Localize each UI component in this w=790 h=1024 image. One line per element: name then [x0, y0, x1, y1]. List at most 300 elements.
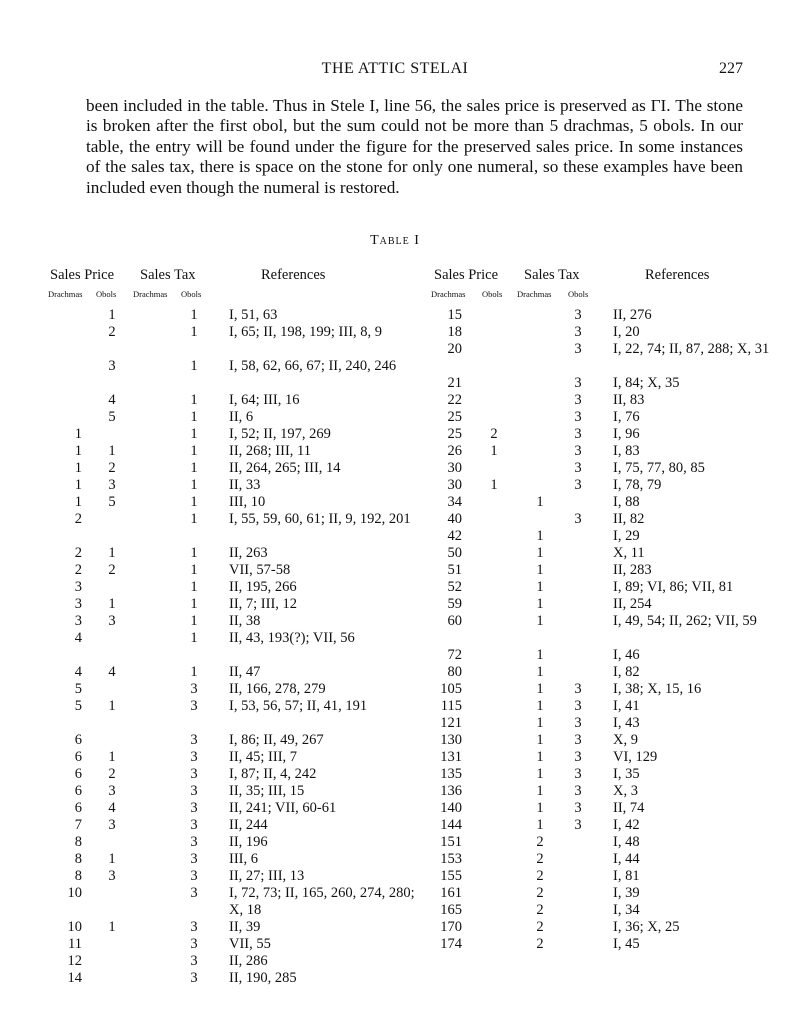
price-drachmas-cell: 51 — [447, 562, 462, 578]
tax-obols-cell: 1 — [190, 596, 198, 612]
price-obols-cell: 5 — [108, 409, 116, 425]
price-drachmas-cell: 153 — [440, 851, 462, 867]
references-cell: X, 9 — [613, 732, 638, 748]
tax-obols-cell: 1 — [190, 613, 198, 629]
price-drachmas-cell: 6 — [74, 783, 82, 799]
price-drachmas-cell: 121 — [440, 715, 462, 731]
tax-obols-cell: 1 — [190, 477, 198, 493]
table-row — [420, 392, 790, 409]
price-obols-cell: 3 — [108, 477, 116, 493]
references-cell: VI, 129 — [613, 749, 658, 765]
references-cell: II, 195, 266 — [229, 579, 297, 595]
tax-obols-cell: 3 — [190, 749, 198, 765]
references-cell: I, 58, 62, 66, 67; II, 240, 246 — [229, 358, 397, 374]
tax-drachmas-cell: 2 — [536, 902, 544, 918]
price-obols-cell: 1 — [108, 307, 116, 323]
table-row — [420, 834, 790, 851]
table-row — [40, 630, 416, 664]
tax-obols-cell: 3 — [574, 409, 582, 425]
price-drachmas-cell: 170 — [440, 919, 462, 935]
price-drachmas-cell: 7 — [74, 817, 82, 833]
price-obols-cell: 2 — [108, 562, 116, 578]
tax-drachmas-cell: 1 — [536, 749, 544, 765]
tax-obols-cell: 1 — [190, 426, 198, 442]
price-drachmas-cell: 3 — [74, 613, 82, 629]
table-row — [420, 477, 790, 494]
col-header-references: References — [261, 267, 326, 283]
tax-obols-cell: 3 — [574, 460, 582, 476]
references-cell: X, 3 — [613, 783, 638, 799]
col-header-sales-price: Sales Price — [50, 267, 115, 283]
references-cell: I, 35 — [613, 766, 640, 782]
tax-drachmas-cell: 2 — [536, 851, 544, 867]
price-drachmas-cell: 20 — [447, 341, 462, 357]
references-cell: I, 96 — [613, 426, 640, 442]
table-row — [40, 732, 416, 749]
body-paragraph: been included in the table. Thus in Stele I, line 56, the sales price is preserved as ΓΙ. The stone is broken after the first obol, but the sum could not be more than 5 drachmas, 5 obols. In our table, the entry will be found under the figure for the preserved sales price. In some instances of the sales tax, there is space on the stone for only one numeral, so these examples have been included even though the numeral is restored. — [86, 96, 743, 197]
table-row — [40, 562, 416, 579]
table-row — [420, 375, 790, 392]
tax-obols-cell: 3 — [190, 970, 198, 986]
tax-drachmas-cell: 1 — [536, 783, 544, 799]
table-row — [420, 579, 790, 596]
table-row — [420, 409, 790, 426]
references-cell: I, 52; II, 197, 269 — [229, 426, 331, 442]
table-row — [40, 681, 416, 698]
table-row — [420, 681, 790, 698]
price-drachmas-cell: 26 — [447, 443, 462, 459]
running-title: THE ATTIC STELAI — [321, 60, 469, 77]
table-row — [420, 783, 790, 800]
references-cell: I, 29 — [613, 528, 640, 544]
price-drachmas-cell: 161 — [440, 885, 462, 901]
tax-drachmas-cell: 1 — [536, 579, 544, 595]
table-row — [40, 851, 416, 868]
table-row — [40, 868, 416, 885]
price-drachmas-cell: 6 — [74, 732, 82, 748]
tax-drachmas-cell: 1 — [536, 698, 544, 714]
table-row — [40, 783, 416, 800]
table-row — [40, 579, 416, 596]
tax-obols-cell: 1 — [190, 511, 198, 527]
price-drachmas-cell: 2 — [74, 511, 82, 527]
tax-obols-cell: 1 — [190, 630, 198, 646]
price-drachmas-cell: 52 — [447, 579, 462, 595]
price-obols-cell: 2 — [108, 324, 116, 340]
subheader-tax-obols: Obols — [181, 289, 202, 299]
price-drachmas-cell: 4 — [74, 664, 82, 680]
table-row — [40, 596, 416, 613]
price-drachmas-cell: 1 — [74, 426, 82, 442]
tax-drachmas-cell: 1 — [536, 664, 544, 680]
running-header — [0, 60, 790, 82]
col-header-sales-price: Sales Price — [434, 267, 499, 283]
price-drachmas-cell: 165 — [440, 902, 462, 918]
tax-obols-cell: 1 — [190, 494, 198, 510]
table-row — [40, 545, 416, 562]
tax-drachmas-cell: 2 — [536, 919, 544, 935]
tax-obols-cell: 1 — [190, 409, 198, 425]
table-row — [40, 936, 416, 953]
price-drachmas-cell: 144 — [440, 817, 462, 833]
table-row — [420, 698, 790, 715]
price-drachmas-cell: 34 — [447, 494, 462, 510]
price-drachmas-cell: 4 — [74, 630, 82, 646]
price-drachmas-cell: 3 — [74, 596, 82, 612]
price-drachmas-cell: 115 — [440, 698, 462, 714]
references-cell: I, 89; VI, 86; VII, 81 — [613, 579, 734, 595]
tax-drachmas-cell: 2 — [536, 834, 544, 850]
tax-obols-cell: 3 — [574, 307, 582, 323]
price-drachmas-cell: 72 — [447, 647, 462, 663]
references-cell: I, 83 — [613, 443, 640, 459]
references-cell: I, 49, 54; II, 262; VII, 59 — [613, 613, 757, 629]
references-cell: I, 39 — [613, 885, 640, 901]
references-cell: I, 81 — [613, 868, 640, 884]
tax-obols-cell: 3 — [190, 698, 198, 714]
references-cell: I, 38; X, 15, 16 — [613, 681, 702, 697]
price-drachmas-cell: 5 — [74, 698, 82, 714]
tax-obols-cell: 3 — [574, 681, 582, 697]
tax-drachmas-cell: 2 — [536, 936, 544, 952]
price-obols-cell: 1 — [108, 443, 116, 459]
references-cell: II, 33 — [229, 477, 261, 493]
price-drachmas-cell: 6 — [74, 800, 82, 816]
table-row — [40, 766, 416, 783]
col-header-sales-tax: Sales Tax — [140, 267, 196, 283]
price-obols-cell: 4 — [108, 664, 116, 680]
references-cell: III, 10 — [229, 494, 266, 510]
table-caption: Table I — [370, 233, 420, 248]
references-cell: II, 276 — [613, 307, 652, 323]
references-cell: VII, 57-58 — [229, 562, 291, 578]
table-header — [40, 267, 416, 307]
table-row — [40, 953, 416, 970]
tax-obols-cell: 3 — [574, 341, 582, 357]
references-cell: II, 83 — [613, 392, 645, 408]
references-cell: I, 55, 59, 60, 61; II, 9, 192, 201 — [229, 511, 411, 527]
price-drachmas-cell: 25 — [447, 409, 462, 425]
table-row — [40, 970, 416, 987]
table-row — [40, 358, 416, 392]
price-drachmas-cell: 135 — [440, 766, 462, 782]
price-drachmas-cell: 136 — [440, 783, 462, 799]
tax-obols-cell: 3 — [190, 766, 198, 782]
price-drachmas-cell: 21 — [447, 375, 462, 391]
price-drachmas-cell: 2 — [74, 562, 82, 578]
table-row — [40, 698, 416, 732]
table-row — [420, 341, 790, 375]
references-cell: II, 190, 285 — [229, 970, 297, 986]
tax-drachmas-cell: 1 — [536, 494, 544, 510]
table-row — [420, 936, 790, 953]
references-cell: I, 43 — [613, 715, 640, 731]
tax-drachmas-cell: 1 — [536, 596, 544, 612]
tax-drachmas-cell: 2 — [536, 868, 544, 884]
table-row — [420, 902, 790, 919]
table-row — [420, 732, 790, 749]
references-cell: I, 46 — [613, 647, 640, 663]
table-row — [420, 545, 790, 562]
price-drachmas-cell: 8 — [74, 851, 82, 867]
price-drachmas-cell: 1 — [74, 494, 82, 510]
tax-drachmas-cell: 1 — [536, 613, 544, 629]
tax-obols-cell: 1 — [190, 443, 198, 459]
tax-drachmas-cell: 1 — [536, 732, 544, 748]
price-drachmas-cell: 105 — [440, 681, 462, 697]
tax-obols-cell: 3 — [190, 732, 198, 748]
price-obols-cell: 3 — [108, 868, 116, 884]
tax-obols-cell: 3 — [574, 698, 582, 714]
table-row — [420, 715, 790, 732]
tax-obols-cell: 3 — [574, 715, 582, 731]
references-cell: I, 86; II, 49, 267 — [229, 732, 324, 748]
col-header-references: References — [645, 267, 710, 283]
table-row — [40, 477, 416, 494]
tax-obols-cell: 1 — [190, 392, 198, 408]
table-row — [40, 307, 416, 324]
tax-obols-cell: 3 — [190, 817, 198, 833]
table-row — [40, 443, 416, 460]
tax-obols-cell: 3 — [190, 783, 198, 799]
table-row — [40, 613, 416, 630]
tax-obols-cell: 3 — [190, 953, 198, 969]
subheader-tax-obols: Obols — [568, 289, 589, 299]
references-cell: II, 166, 278, 279 — [229, 681, 326, 697]
col-header-sales-tax: Sales Tax — [524, 267, 580, 283]
table-row — [420, 596, 790, 613]
table-row — [40, 800, 416, 817]
tax-obols-cell: 3 — [190, 800, 198, 816]
table-row — [40, 409, 416, 426]
table-row — [420, 766, 790, 783]
table-row — [420, 528, 790, 545]
table-row — [420, 324, 790, 341]
references-cell: VII, 55 — [229, 936, 271, 952]
tax-drachmas-cell: 1 — [536, 800, 544, 816]
table-row — [40, 885, 416, 919]
table-row — [40, 426, 416, 443]
table-row — [40, 392, 416, 409]
table-row — [420, 817, 790, 834]
references-cell: I, 41 — [613, 698, 640, 714]
table-row — [40, 664, 416, 681]
table-row — [40, 494, 416, 511]
references-cell: X, 11 — [613, 545, 645, 561]
tax-obols-cell: 3 — [190, 851, 198, 867]
tax-obols-cell: 3 — [574, 443, 582, 459]
price-drachmas-cell: 25 — [447, 426, 462, 442]
table-row — [420, 800, 790, 817]
table-row — [420, 613, 790, 647]
references-cell: I, 48 — [613, 834, 640, 850]
price-obols-cell: 1 — [490, 477, 498, 493]
references-cell: I, 20 — [613, 324, 640, 340]
references-cell: II, 38 — [229, 613, 261, 629]
price-drachmas-cell: 3 — [74, 579, 82, 595]
references-cell: II, 283 — [613, 562, 652, 578]
tax-obols-cell: 3 — [574, 783, 582, 799]
price-obols-cell: 4 — [108, 392, 116, 408]
tax-obols-cell: 3 — [574, 800, 582, 816]
table-row — [420, 647, 790, 664]
price-drachmas-cell: 22 — [447, 392, 462, 408]
page-number: 227 — [719, 60, 743, 77]
price-drachmas-cell: 140 — [440, 800, 462, 816]
table-header — [420, 267, 790, 307]
price-obols-cell: 3 — [108, 358, 116, 374]
table-rows — [40, 307, 416, 987]
table-rows — [420, 307, 790, 953]
subheader-tax-drachmas: Drachmas — [517, 289, 552, 299]
price-drachmas-cell: 14 — [67, 970, 82, 986]
price-obols-cell: 1 — [108, 749, 116, 765]
references-cell: II, 196 — [229, 834, 268, 850]
price-obols-cell: 1 — [108, 698, 116, 714]
references-cell: I, 72, 73; II, 165, 260, 274, 280; X, 18 — [229, 885, 415, 918]
price-drachmas-cell: 80 — [447, 664, 462, 680]
price-drachmas-cell: 6 — [74, 749, 82, 765]
references-cell: III, 6 — [229, 851, 258, 867]
references-cell: I, 45 — [613, 936, 640, 952]
price-drachmas-cell: 18 — [447, 324, 462, 340]
price-obols-cell: 2 — [108, 766, 116, 782]
tax-obols-cell: 3 — [574, 511, 582, 527]
price-obols-cell: 3 — [108, 613, 116, 629]
price-drachmas-cell: 174 — [440, 936, 462, 952]
price-drachmas-cell: 5 — [74, 681, 82, 697]
references-cell: I, 84; X, 35 — [613, 375, 680, 391]
references-cell: I, 53, 56, 57; II, 41, 191 — [229, 698, 368, 714]
references-cell: II, 35; III, 15 — [229, 783, 305, 799]
references-cell: II, 244 — [229, 817, 268, 833]
references-cell: II, 45; III, 7 — [229, 749, 298, 765]
tax-obols-cell: 3 — [574, 375, 582, 391]
price-drachmas-cell: 1 — [74, 460, 82, 476]
price-obols-cell: 1 — [108, 919, 116, 935]
table-row — [40, 324, 416, 358]
references-cell: I, 75, 77, 80, 85 — [613, 460, 705, 476]
price-drachmas-cell: 130 — [440, 732, 462, 748]
subheader-price-drachmas: Drachmas — [431, 289, 466, 299]
price-obols-cell: 4 — [108, 800, 116, 816]
price-drachmas-cell: 15 — [447, 307, 462, 323]
references-cell: I, 87; II, 4, 242 — [229, 766, 317, 782]
price-drachmas-cell: 151 — [440, 834, 462, 850]
price-drachmas-cell: 131 — [440, 749, 462, 765]
tax-drachmas-cell: 1 — [536, 528, 544, 544]
price-drachmas-cell: 60 — [447, 613, 462, 629]
table-row — [420, 426, 790, 443]
table-row — [40, 511, 416, 545]
price-drachmas-cell: 40 — [447, 511, 462, 527]
price-drachmas-cell: 2 — [74, 545, 82, 561]
table-row — [40, 919, 416, 936]
references-cell: I, 64; III, 16 — [229, 392, 300, 408]
references-cell: I, 36; X, 25 — [613, 919, 680, 935]
table-left-half — [40, 267, 416, 987]
table-row — [420, 460, 790, 477]
references-cell: II, 286 — [229, 953, 268, 969]
price-drachmas-cell: 12 — [67, 953, 82, 969]
price-drachmas-cell: 8 — [74, 834, 82, 850]
price-drachmas-cell: 30 — [447, 460, 462, 476]
references-cell: I, 76 — [613, 409, 640, 425]
price-obols-cell: 3 — [108, 817, 116, 833]
references-cell: II, 47 — [229, 664, 261, 680]
references-cell: I, 34 — [613, 902, 640, 918]
price-drachmas-cell: 10 — [67, 919, 82, 935]
references-cell: I, 44 — [613, 851, 640, 867]
tax-obols-cell: 3 — [190, 885, 198, 901]
references-cell: I, 42 — [613, 817, 640, 833]
tax-obols-cell: 1 — [190, 460, 198, 476]
price-obols-cell: 1 — [108, 545, 116, 561]
subheader-price-obols: Obols — [96, 289, 117, 299]
table-row — [420, 851, 790, 868]
tax-drachmas-cell: 1 — [536, 681, 544, 697]
price-drachmas-cell: 6 — [74, 766, 82, 782]
price-drachmas-cell: 11 — [68, 936, 82, 952]
table-row — [40, 817, 416, 834]
price-drachmas-cell: 8 — [74, 868, 82, 884]
price-drachmas-cell: 155 — [440, 868, 462, 884]
tax-obols-cell: 1 — [190, 307, 198, 323]
tax-obols-cell: 3 — [574, 324, 582, 340]
tax-obols-cell: 1 — [190, 579, 198, 595]
table-right-half — [420, 267, 790, 953]
table-row — [420, 511, 790, 528]
price-obols-cell: 3 — [108, 783, 116, 799]
tax-obols-cell: 3 — [574, 392, 582, 408]
references-cell: I, 78, 79 — [613, 477, 662, 493]
price-obols-cell: 5 — [108, 494, 116, 510]
table-row — [420, 749, 790, 766]
table-row — [420, 868, 790, 885]
tax-obols-cell: 3 — [574, 477, 582, 493]
tax-drachmas-cell: 1 — [536, 545, 544, 561]
tax-drachmas-cell: 2 — [536, 885, 544, 901]
references-cell: II, 82 — [613, 511, 645, 527]
tax-obols-cell: 1 — [190, 358, 198, 374]
subheader-price-drachmas: Drachmas — [48, 289, 83, 299]
tax-obols-cell: 3 — [574, 817, 582, 833]
price-obols-cell: 1 — [108, 596, 116, 612]
tax-obols-cell: 3 — [190, 936, 198, 952]
tax-obols-cell: 3 — [574, 766, 582, 782]
table-row — [420, 885, 790, 902]
table-row — [420, 562, 790, 579]
table-row — [40, 460, 416, 477]
tax-obols-cell: 3 — [190, 834, 198, 850]
references-cell: II, 43, 193(?); VII, 56 — [229, 630, 355, 646]
tax-drachmas-cell: 1 — [536, 715, 544, 731]
table-row — [40, 834, 416, 851]
tax-obols-cell: 3 — [190, 919, 198, 935]
price-obols-cell: 1 — [108, 851, 116, 867]
subheader-price-obols: Obols — [482, 289, 503, 299]
tax-obols-cell: 1 — [190, 545, 198, 561]
references-cell: II, 241; VII, 60-61 — [229, 800, 337, 816]
tax-drachmas-cell: 1 — [536, 647, 544, 663]
references-cell: II, 74 — [613, 800, 645, 816]
subheader-tax-drachmas: Drachmas — [133, 289, 168, 299]
tax-obols-cell: 3 — [190, 681, 198, 697]
tax-obols-cell: 3 — [574, 732, 582, 748]
price-drachmas-cell: 59 — [447, 596, 462, 612]
references-cell: I, 82 — [613, 664, 640, 680]
table-row — [420, 919, 790, 936]
